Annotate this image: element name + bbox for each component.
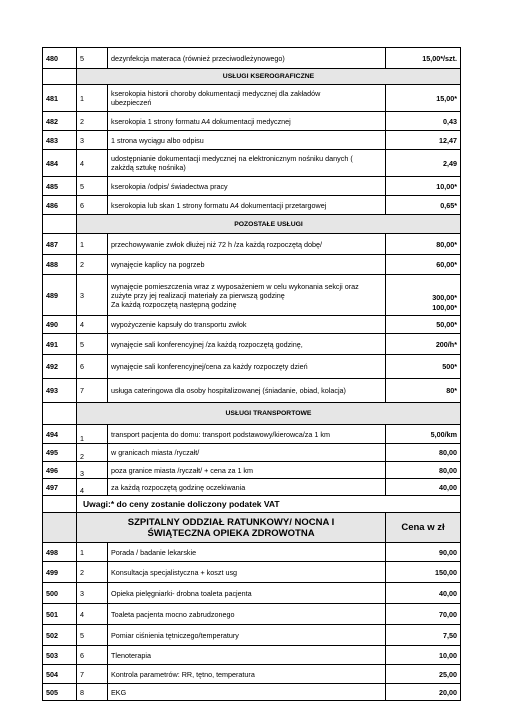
- row-price: 80,00*: [386, 234, 461, 255]
- row-lp: 7: [77, 665, 108, 684]
- row-price: 70,00: [386, 604, 461, 625]
- row-price: 10,00*: [386, 177, 461, 196]
- row-description-line: udostępnianie dokumentacji medycznej na elektronicznym nośniku danych (: [111, 154, 353, 163]
- row-description: kserokopia 1 strony formatu A4 dokumentacji medycznej: [108, 112, 386, 131]
- row-price: 50,00*: [386, 316, 461, 334]
- row-number: 495: [43, 444, 77, 462]
- row-description: przechowywanie zwłok dłużej niż 72 h /za każdą rozpoczętą dobę/: [108, 234, 386, 255]
- row-lp: 5: [77, 334, 108, 355]
- row-description: za każdą rozpoczętą godzinę oczekiwania: [108, 479, 386, 496]
- row-price: 25,00: [386, 665, 461, 684]
- row-description-line: Za każdą rozpoczętą następną godzinę: [111, 299, 237, 309]
- table-row: [43, 234, 461, 255]
- row-number: 493: [43, 379, 77, 403]
- row-description: w granicach miasta /ryczałt/: [108, 444, 386, 462]
- table-row: [43, 462, 461, 479]
- row-number: 498: [43, 543, 77, 562]
- row-price: 20,00: [386, 684, 461, 701]
- table-row: [43, 604, 461, 625]
- table-row: [43, 479, 461, 496]
- row-lp: 3: [77, 462, 108, 479]
- row-number: 486: [43, 196, 77, 215]
- emergency-header-row: [43, 513, 461, 543]
- table-row: [43, 316, 461, 334]
- row-number: 491: [43, 334, 77, 355]
- vat-note: Uwagi:* do ceny zostanie doliczony podatek VAT: [77, 496, 461, 513]
- table-row: [43, 255, 461, 275]
- row-price-line: 300,00*: [432, 293, 457, 302]
- row-lp: 2: [77, 255, 108, 275]
- table-row: [43, 379, 461, 403]
- price-list-table: [42, 47, 461, 701]
- table-row: [43, 684, 461, 701]
- row-number: 503: [43, 646, 77, 665]
- section-header-row: [43, 69, 461, 85]
- row-lp: 1: [77, 85, 108, 112]
- row-lp: 7: [77, 379, 108, 403]
- row-price: 12,47: [386, 131, 461, 150]
- row-description: Toaleta pacjenta mocno zabrudzonego: [108, 604, 386, 625]
- table-row: [43, 131, 461, 150]
- row-number: 504: [43, 665, 77, 684]
- row-price: 80,00: [386, 462, 461, 479]
- row-number: 488: [43, 255, 77, 275]
- row-description: Opieka pielęgniarki- drobna toaleta pacjenta: [108, 583, 386, 604]
- row-lp: 8: [77, 684, 108, 701]
- row-price: 40,00: [386, 479, 461, 496]
- row-lp: 3: [77, 583, 108, 604]
- row-lp: 2: [77, 562, 108, 583]
- row-price: 80,00: [386, 444, 461, 462]
- table-row: [43, 334, 461, 355]
- row-price: 15,00*: [386, 85, 461, 112]
- row-description: Porada / badanie lekarskie: [108, 543, 386, 562]
- row-lp: 1: [77, 425, 108, 444]
- table-row: [43, 150, 461, 177]
- row-description: Pomiar ciśnienia tętniczego/temperatury: [108, 625, 386, 646]
- table-row: [43, 355, 461, 379]
- row-description: Kontrola parametrów: RR, tętno, temperatura: [108, 665, 386, 684]
- row-number: 499: [43, 562, 77, 583]
- row-lp: 4: [77, 150, 108, 177]
- row-price: 60,00*: [386, 255, 461, 275]
- table-row: [43, 543, 461, 562]
- row-price: 90,00: [386, 543, 461, 562]
- row-price: 0,65*: [386, 196, 461, 215]
- table-row: [43, 425, 461, 444]
- table-row: [43, 85, 461, 112]
- row-lp: 6: [77, 355, 108, 379]
- row-price: 2,49: [386, 150, 461, 177]
- row-price: 5,00/km: [386, 425, 461, 444]
- row-number: 487: [43, 234, 77, 255]
- row-price: 500*: [386, 355, 461, 379]
- row-number: 482: [43, 112, 77, 131]
- table-row: [43, 177, 461, 196]
- section-blank-cell: [43, 403, 77, 425]
- row-price: 7,50: [386, 625, 461, 646]
- row-description: wynajęcie sali konferencyjnej/cena za każdy rozpoczęty dzień: [108, 355, 386, 379]
- row-description-line: ubezpieczeń: [111, 98, 152, 107]
- row-description: Konsultacja specjalistyczna + koszt usg: [108, 562, 386, 583]
- row-price: 10,00: [386, 646, 461, 665]
- table-row: [43, 625, 461, 646]
- row-lp: 4: [77, 479, 108, 496]
- table-row: [43, 646, 461, 665]
- row-price: 150,00: [386, 562, 461, 583]
- row-number: 480: [43, 48, 77, 69]
- section-title: USŁUGI TRANSPORTOWE: [77, 403, 461, 425]
- row-description: [108, 275, 386, 316]
- row-number: 490: [43, 316, 77, 334]
- row-description: kserokopia lub skan 1 strony formatu A4 dokumentacji przetargowej: [108, 196, 386, 215]
- row-number: 494: [43, 425, 77, 444]
- section-header-row: [43, 215, 461, 234]
- row-price: 200/h*: [386, 334, 461, 355]
- table-row: [43, 444, 461, 462]
- section-blank-cell: [43, 69, 77, 85]
- table-row: [43, 665, 461, 684]
- table-row: [43, 112, 461, 131]
- row-number: 489: [43, 275, 77, 316]
- table-row: [43, 562, 461, 583]
- section-title: POZOSTAŁE USŁUGI: [77, 215, 461, 234]
- section-header-row: [43, 403, 461, 425]
- table-row: [43, 275, 461, 316]
- row-description: [108, 150, 386, 177]
- row-number: 497: [43, 479, 77, 496]
- row-number: 500: [43, 583, 77, 604]
- row-lp: 3: [77, 131, 108, 150]
- row-description: transport pacjenta do domu: transport podstawowy/kierowca/za 1 km: [108, 425, 386, 444]
- note-row: [43, 496, 461, 513]
- row-lp: 6: [77, 196, 108, 215]
- row-price-line: 100,00*: [432, 303, 457, 312]
- table-row: [43, 196, 461, 215]
- row-description: wynajęcie sali konferencyjnej /za każdą rozpoczętą godzinę,: [108, 334, 386, 355]
- row-number: 483: [43, 131, 77, 150]
- row-price: 15,00*/szt.: [386, 48, 461, 69]
- section-blank-cell: [43, 215, 77, 234]
- emergency-title-line: SZPITALNY ODDZIAŁ RATUNKOWY/ NOCNA I: [127, 516, 335, 528]
- row-description: wynajęcie kaplicy na pogrzeb: [108, 255, 386, 275]
- row-description-line: wynajęcie pomieszczenia wraz z wyposażeniem w celu wykonania sekcji oraz: [111, 281, 359, 291]
- section-title: USŁUGI KSEROGRAFICZNE: [77, 69, 461, 85]
- row-lp: 4: [77, 604, 108, 625]
- row-description-line: zakżdą sztukę nośnika): [111, 163, 186, 172]
- header-blank-cell: [43, 513, 77, 543]
- row-price: [386, 275, 461, 316]
- row-number: 492: [43, 355, 77, 379]
- row-price: 0,43: [386, 112, 461, 131]
- row-description: Tlenoterapia: [108, 646, 386, 665]
- row-number: 496: [43, 462, 77, 479]
- row-lp: 1: [77, 234, 108, 255]
- emergency-section-title: [77, 513, 386, 543]
- row-lp: 5: [77, 177, 108, 196]
- row-lp: 4: [77, 316, 108, 334]
- row-description: usługa cateringowa dla osoby hospitalizowanej (śniadanie, obiad, kolacja): [108, 379, 386, 403]
- emergency-title-line: ŚWIĄTECZNA OPIEKA ZDROWOTNA: [147, 527, 315, 539]
- row-price: 40,00: [386, 583, 461, 604]
- price-column-header: Cena w zł: [386, 513, 461, 543]
- row-number: 485: [43, 177, 77, 196]
- row-number: 484: [43, 150, 77, 177]
- row-lp: 5: [77, 625, 108, 646]
- row-description: [108, 85, 386, 112]
- row-description: dezynfekcja materaca (również przeciwodleżynowego): [108, 48, 386, 69]
- row-lp: 2: [77, 112, 108, 131]
- note-blank-cell: [43, 496, 77, 513]
- row-description-line: kserokopia historii choroby dokumentacji medycznej dla zakładów: [111, 89, 321, 98]
- row-price: 80*: [386, 379, 461, 403]
- row-lp: 3: [77, 275, 108, 316]
- row-number: 502: [43, 625, 77, 646]
- table-row: [43, 583, 461, 604]
- row-description: poza granice miasta /ryczałt/ + cena za 1 km: [108, 462, 386, 479]
- row-description: EKG: [108, 684, 386, 701]
- row-lp: 6: [77, 646, 108, 665]
- table-row: [43, 48, 461, 69]
- row-lp: 1: [77, 543, 108, 562]
- row-lp: 2: [77, 444, 108, 462]
- row-description: 1 strona wyciągu albo odpisu: [108, 131, 386, 150]
- row-description: wypożyczenie kapsuły do transportu zwłok: [108, 316, 386, 334]
- row-number: 505: [43, 684, 77, 701]
- row-description: kserokopia /odpis/ świadectwa pracy: [108, 177, 386, 196]
- row-lp: 5: [77, 48, 108, 69]
- row-number: 481: [43, 85, 77, 112]
- row-description-line: zużyte przy jej realizacji materiały za pierwszą godzinę: [111, 290, 285, 300]
- row-number: 501: [43, 604, 77, 625]
